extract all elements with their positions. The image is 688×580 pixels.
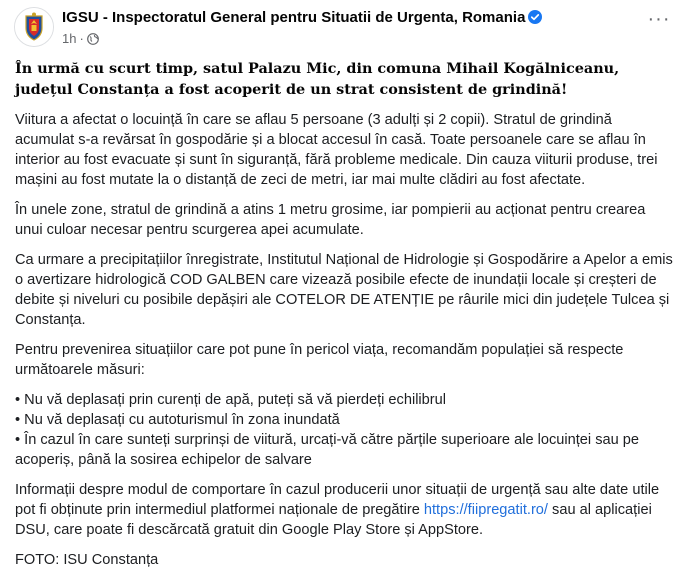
meta-separator: · [79, 31, 84, 46]
igsu-emblem-icon [15, 8, 53, 46]
post-timestamp[interactable]: 1h [62, 31, 77, 46]
verified-badge-icon [528, 10, 542, 24]
more-options-icon[interactable]: ··· [647, 8, 671, 30]
fiipregatit-link[interactable]: https://fiipregatit.ro/ [423, 502, 548, 518]
post-header [14, 6, 674, 52]
globe-icon[interactable] [87, 33, 99, 45]
author-name[interactable]: IGSU - Inspectoratul General pentru Situatii de Urgenta, Romania [62, 9, 526, 26]
post-paragraph [15, 480, 675, 540]
list-item: • În cazul în care sunteți surprinși de viitură, urcați-vă către părțile superioare ale locuinței sau pe acoperiș, până la sosirea echipelor de salvare [15, 432, 640, 468]
post-body [15, 58, 675, 580]
post-paragraph: Viitura a afectat o locuință în care se aflau 5 persoane (3 adulți și 2 copii). Stratul de grindină acumulat s-a revărsat în gospodărie și a blocat accesul în casă. Toate persoanele care se aflau în interior au fost evacuate și sunt în siguranță, fără probleme medicale. Din cauza viiturii produse, trei mașini au fost mutate la o distanță de zeci de metri, iar mai multe clădiri au fost afectate. [15, 112, 658, 188]
post-paragraph: În unele zone, stratul de grindină a atins 1 metru grosime, iar pompierii au acționat pentru crearea unui culoar necesar pentru scurgerea apei acumulate. [15, 202, 646, 238]
post-paragraph: Pentru prevenirea situațiilor care pot pune în pericol viața, recomandăm populației să respecte următoarele măsuri: [15, 342, 624, 378]
post-meta [62, 31, 99, 46]
info-text: Informații despre modul de comportare în cazul producerii unor situații de urgență sau alte date utile pot fi obținute prin intermediul platformei naționale de pregătire [15, 482, 660, 518]
list-item: • Nu vă deplasați cu autoturismul în zona inundată [15, 412, 340, 428]
photo-credit: FOTO: ISU Constanța [15, 552, 159, 568]
post-paragraph: Ca urmare a precipitațiilor înregistrate, Institutul Național de Hidrologie și Gospodărire a Apelor a emis o avertizare hidrologică COD GALBEN care vizează posibile efecte de inundații locale și creșteri de debite și niveluri cu posibile depășiri ale COTELOR DE ATENȚIE pe râurile mici din județele Tulcea și Constanța. [15, 252, 673, 328]
post-lead: În urmă cu scurt timp, satul Palazu Mic, din comuna Mihail Kogălniceanu, județul Constanța a fost acoperit de un strat consistent de grindină! [15, 60, 620, 98]
page-avatar[interactable] [14, 7, 54, 47]
info-text-end: sau al aplicației DSU, care poate fi descărcată gratuit din Google Play Store și AppStore. [15, 502, 652, 538]
page-name[interactable] [62, 9, 542, 26]
list-item: • Nu vă deplasați prin curenți de apă, puteți să vă pierdeți echilibrul [15, 392, 447, 408]
measures-list [15, 390, 675, 470]
